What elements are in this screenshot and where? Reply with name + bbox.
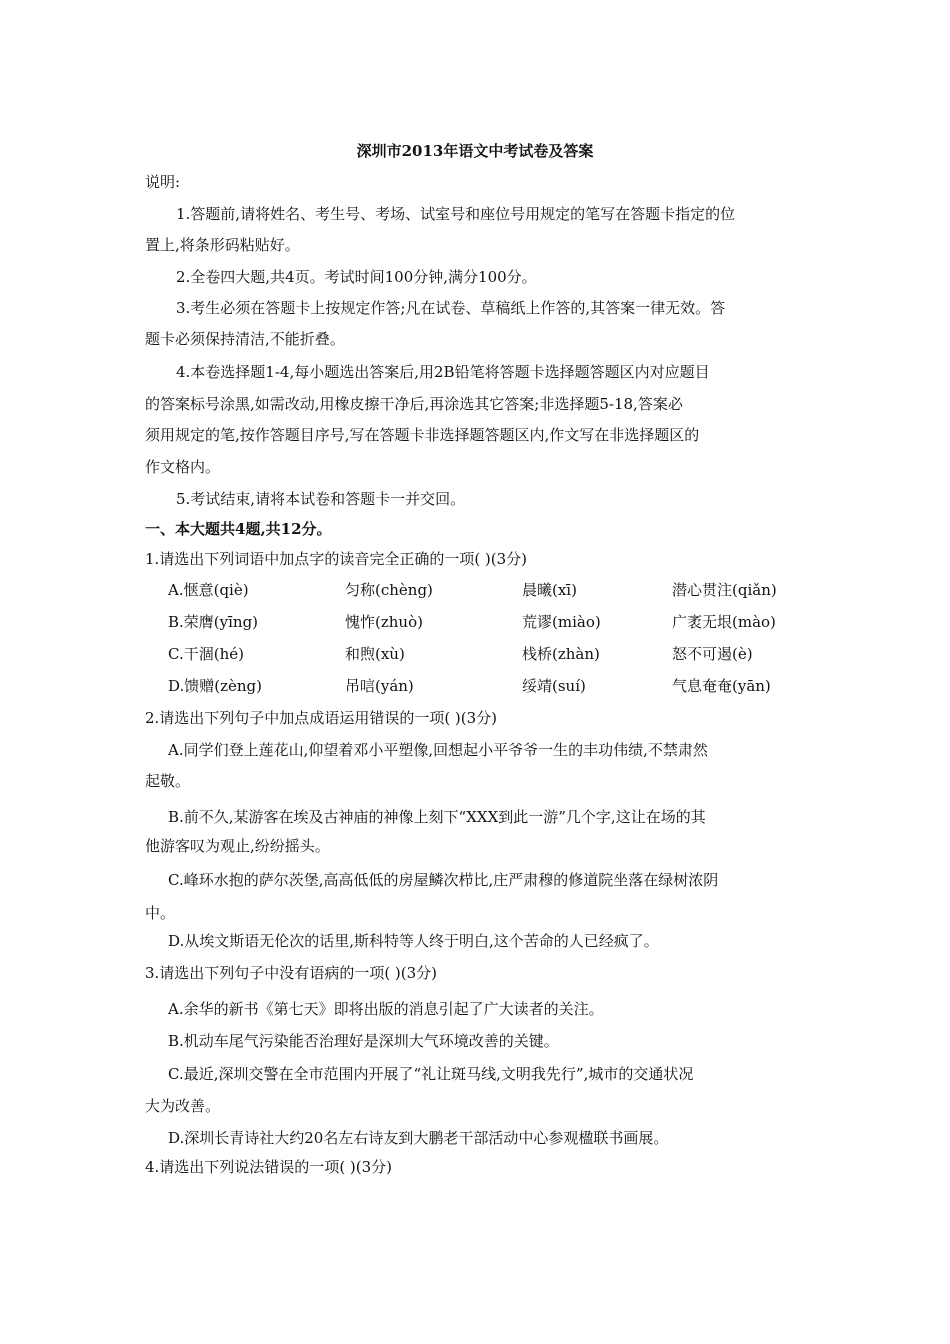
note-1-line-2: 置上,将条形码粘贴好。	[145, 236, 300, 254]
note-2-line-1: 2.全卷四大题,共4页。考试时间100分钟,满分100分。	[176, 268, 537, 286]
q1-option-d-1: D.馈赠(zèng)	[168, 677, 263, 695]
question-3-stem: 3.请选出下列句子中没有语病的一项( )(3分)	[145, 964, 438, 982]
q3-option-b-line-1: B.机动车尾气污染能否治理好是深圳大气环境改善的关键。	[168, 1032, 559, 1050]
q2-option-a-line-2: 起敬。	[145, 772, 191, 790]
q2-option-d-line-1: D.从埃文斯语无伦次的话里,斯科特等人终于明白,这个苦命的人已经疯了。	[168, 932, 659, 950]
q1-option-b-3: 荒谬(miào)	[522, 613, 601, 631]
q3-option-c-line-2: 大为改善。	[145, 1097, 221, 1115]
q2-option-b-line-2: 他游客叹为观止,纷纷摇头。	[145, 837, 330, 855]
q3-option-c-line-1: C.最近,深圳交警在全市范围内开展了“礼让斑马线,文明我先行”,城市的交通状况	[168, 1065, 694, 1083]
page-title: 深圳市2013年语文中考试卷及答案	[356, 142, 594, 160]
q2-option-b-line-1: B.前不久,某游客在埃及古神庙的神像上刻下“XXX到此一游”几个字,这让在场的其	[168, 808, 706, 826]
question-4-stem: 4.请选出下列说法错误的一项( )(3分)	[145, 1158, 393, 1176]
q2-option-c-line-1: C.峰环水抱的萨尔茨堡,高高低低的房屋鳞次栉比,庄严肃穆的修道院坐落在绿树浓阴	[168, 871, 719, 889]
question-2-stem: 2.请选出下列句子中加点成语运用错误的一项( )(3分)	[145, 709, 498, 727]
note-5-line-1: 5.考试结束,请将本试卷和答题卡一并交回。	[176, 490, 466, 508]
q3-option-a-line-1: A.余华的新书《第七天》即将出版的消息引起了广大读者的关注。	[168, 1000, 604, 1018]
note-3-line-1: 3.考生必须在答题卡上按规定作答;凡在试卷、草稿纸上作答的,其答案一律无效。答	[176, 299, 726, 317]
q3-option-d-line-1: D.深圳长青诗社大约20名左右诗友到大鹏老干部活动中心参观楹联书画展。	[168, 1129, 669, 1147]
q1-option-a-4: 潜心贯注(qiǎn)	[672, 581, 777, 599]
q1-option-b-2: 愧怍(zhuò)	[345, 613, 423, 631]
q1-option-c-2: 和煦(xù)	[345, 645, 405, 663]
q1-option-c-4: 怒不可遏(è)	[672, 645, 753, 663]
q1-option-a-1: A.惬意(qiè)	[168, 581, 249, 599]
note-4-line-2: 的答案标号涂黑,如需改动,用橡皮擦干净后,再涂选其它答案;非选择题5-18,答案必	[145, 395, 683, 413]
question-1-stem: 1.请选出下列词语中加点字的读音完全正确的一项( )(3分)	[145, 550, 528, 568]
q1-option-d-3: 绥靖(suí)	[522, 677, 586, 695]
q2-option-c-line-2: 中。	[145, 904, 176, 922]
q2-option-a-line-1: A.同学们登上莲花山,仰望着邓小平塑像,回想起小平爷爷一生的丰功伟绩,不禁肃然	[168, 741, 708, 759]
q1-option-d-2: 吊唁(yán)	[345, 677, 414, 695]
note-4-line-1: 4.本卷选择题1-4,每小题选出答案后,用2B铅笔将答题卡选择题答题区内对应题目	[176, 363, 710, 381]
notes-label: 说明:	[145, 173, 181, 191]
note-4-line-4: 作文格内。	[145, 458, 221, 476]
q1-option-a-2: 匀称(chèng)	[345, 581, 433, 599]
note-4-line-3: 须用规定的笔,按作答题目序号,写在答题卡非选择题答题区内,作文写在非选择题区的	[145, 426, 700, 444]
q1-option-a-3: 晨曦(xī)	[522, 581, 577, 599]
note-1-line-1: 1.答题前,请将姓名、考生号、考场、试室号和座位号用规定的笔写在答题卡指定的位	[176, 205, 736, 223]
q1-option-c-3: 栈桥(zhàn)	[522, 645, 600, 663]
section-heading: 一、本大题共4题,共12分。	[145, 520, 332, 538]
q1-option-b-1: B.荣膺(yīng)	[168, 613, 259, 631]
note-3-line-2: 题卡必须保持清洁,不能折叠。	[145, 330, 345, 348]
q1-option-d-4: 气息奄奄(yān)	[672, 677, 771, 695]
q1-option-b-4: 广袤无垠(mào)	[672, 613, 776, 631]
q1-option-c-1: C.干涸(hé)	[168, 645, 244, 663]
